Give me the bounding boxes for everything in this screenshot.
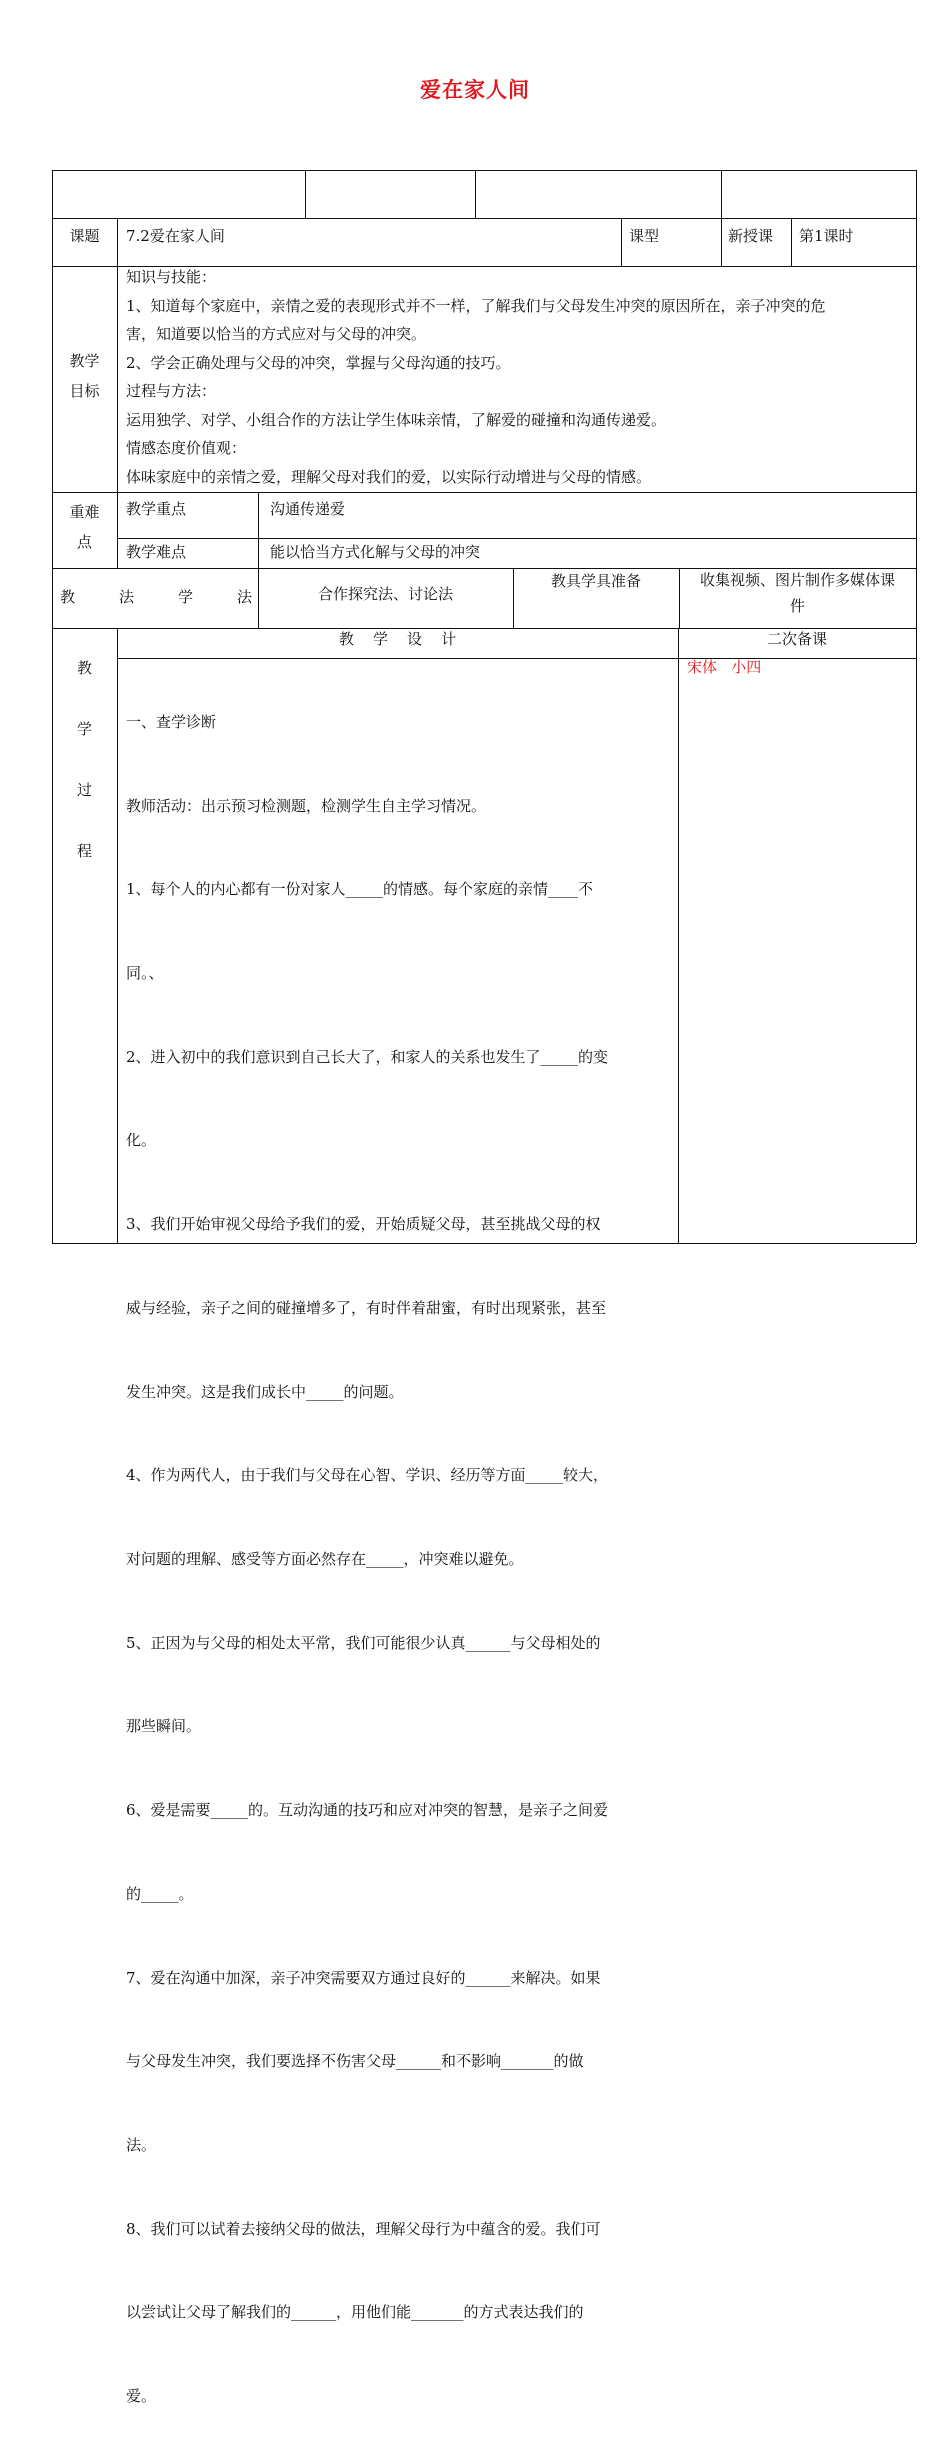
design-line: 教师活动：出示预习检测题，检测学生自主学习情况。 [126,796,487,815]
design-line: 对问题的理解、感受等方面必然存在_____，冲突难以避免。 [126,1550,524,1568]
design-line: 化。 [126,1131,157,1150]
type-label: 课型 [629,227,660,245]
design-line: 威与经验，亲子之间的碰撞增多了，有时伴着甜蜜，有时出现紧张，甚至 [126,1298,607,1317]
design-header: 教 学 设 计 [338,630,457,648]
objective-line: 知识与技能： [126,268,217,286]
secondary-note: 宋体 小四 [687,658,762,676]
objective-line: 2、学会正确处理与父母的冲突，掌握与父母沟通的技巧。 [126,353,511,372]
objective-line: 过程与方法： [126,382,217,400]
topic-label: 课题 [69,227,100,245]
design-line: 同。、 [126,963,164,982]
design-line: 4、作为两代人，由于我们与父母在心智、学识、经历等方面_____较大， [126,1466,609,1485]
design-line: 7、爱在沟通中加深，亲子冲突需要双方通过良好的______来解决。如果 [126,1968,601,1987]
focus-value: 沟通传递爱 [270,500,346,518]
design-line: 2、进入初中的我们意识到自己长大了，和家人的关系也发生了_____的变 [126,1047,609,1066]
key-points-label: 重难 点 [69,503,100,551]
objective-line: 体味家庭中的亲情之爱，理解父母对我们的爱，以实际行动增进与父母的情感。 [126,467,652,486]
objectives-label: 教学 目标 [69,352,100,400]
design-line: 法。 [126,2136,157,2155]
process-label: 教 学 过 程 [76,659,92,860]
type-value: 新授课 [728,227,774,245]
difficulty-value: 能以恰当方式化解与父母的冲突 [270,543,481,561]
focus-label: 教学重点 [126,500,187,518]
period-value: 第1课时 [799,227,854,245]
design-line: 以尝试让父母了解我们的______，用他们能_______的方式表达我们的 [126,2303,584,2322]
objective-line: 害，知道要以恰当的方式应对与父母的冲突。 [126,325,427,343]
objective-line: 情感态度价值观： [126,439,247,457]
design-line: 发生冲突。这是我们成长中_____的问题。 [126,1382,404,1401]
objectives-content [126,263,912,491]
difficulty-label: 教学难点 [126,543,187,561]
design-line: 8、我们可以试着去接纳父母的做法，理解父母行为中蕴含的爱。我们可 [126,2219,601,2238]
document-title: 爱在家人间 [420,78,530,102]
topic-value: 7.2爱在家人间 [126,227,225,245]
design-line: 那些瞬间。 [126,1717,202,1736]
design-content [126,653,674,2439]
secondary-header: 二次备课 [766,630,827,648]
objective-line: 运用独学、对学、小组合作的方法让学生体味亲情，了解爱的碰撞和沟通传递爱。 [126,410,667,429]
design-line: 6、爱是需要_____的。互动沟通的技巧和应对冲突的智慧，是亲子之间爱 [126,1801,609,1820]
design-line: 的_____。 [126,1884,194,1903]
design-line: 与父母发生冲突，我们要选择不伤害父母______和不影响_______的做 [126,2052,584,2071]
objective-line: 1、知道每个家庭中，亲情之爱的表现形式并不一样，了解我们与父母发生冲突的原因所在，亲子冲突的危 [126,296,826,315]
design-line: 一、查学诊断 [126,712,217,731]
tools-value: 收集视频、图片制作多媒体课 件 [699,571,895,615]
tools-label: 教具学具准备 [550,572,641,590]
design-line: 3、我们开始审视父母给予我们的爱，开始质疑父母，甚至挑战父母的权 [126,1215,601,1234]
design-line: 1、每个人的内心都有一份对家人_____的情感。每个家庭的亲情____不 [126,880,594,899]
methods-value: 合作探究法、讨论法 [317,585,453,603]
design-line: 爱。 [126,2387,157,2406]
design-line: 5、正因为与父母的相处太平常，我们可能很少认真______与父母相处的 [126,1633,601,1652]
methods-label: 教 法 学 法 [60,588,252,606]
